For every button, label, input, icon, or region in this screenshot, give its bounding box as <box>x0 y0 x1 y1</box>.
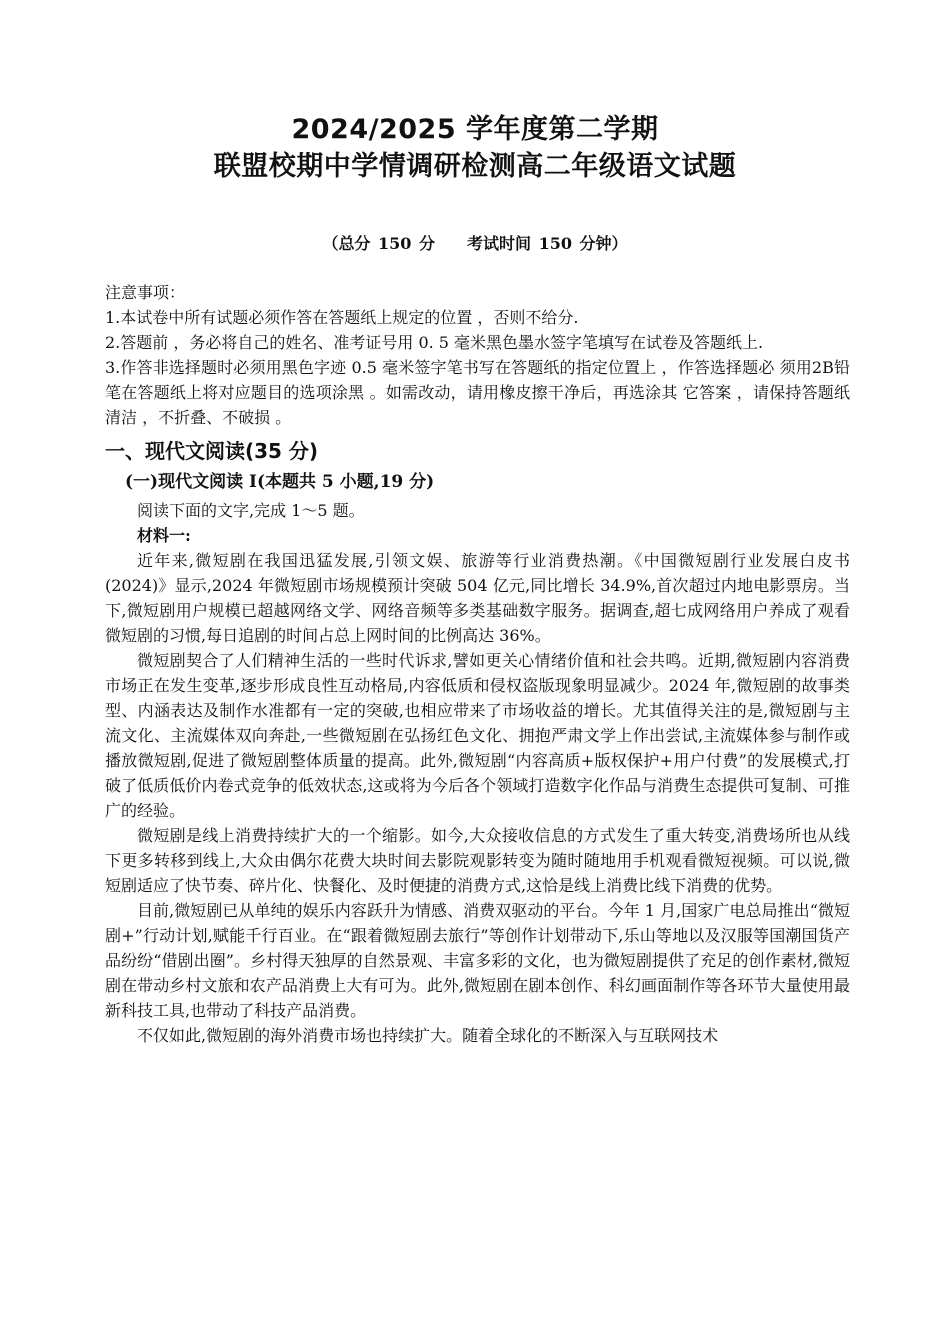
notice-item: 1.本试卷中所有试题必须作答在答题纸上规定的位置 ，否则不给分. <box>105 308 579 327</box>
exam-body <box>105 280 850 1048</box>
passage-paragraph: 近年来,微短剧在我国迅猛发展,引领文娱、旅游等行业消费热潮。《中国微短剧行业发展白皮书(2024)》显示,2024 年微短剧市场规模预计突破 504 亿元,同比增长 34.9%,首次超过内地电影票房。当下,微短剧用户规模已超越网络文学、网络音频等多类基础数字服务。据调查,超七成网络用户养成了观看微短剧的习惯,每日追剧的时间占总上网时间的比例高达 36%。 <box>105 551 850 645</box>
notice-item: 3.作答非选择题时必须用黑色字迹 0.5 毫米签字笔书写在答题纸的指定位置上 ，作答选择题必 须用2B铅笔在答题纸上将对应题目的选项涂黑 。如需改动，请用橡皮擦干净后，再选涂其 它答案 ，请保持答题纸清洁 ，不折叠、不破损 。 <box>105 358 850 427</box>
exam-title-line1: 2024/2025 学年度第二学期 <box>291 114 659 145</box>
passage-paragraph: 微短剧是线上消费持续扩大的一个缩影。如今,大众接收信息的方式发生了重大转变,消费场所也从线下更多转移到线上,大众由偶尔花费大块时间去影院观影转变为随时随地用手机观看微短视频。可以说,微短剧适应了快节奏、碎片化、快餐化、及时便捷的消费方式,这恰是线上消费比线下消费的优势。 <box>105 826 850 895</box>
passage-paragraph: 目前,微短剧已从单纯的娱乐内容跃升为情感、消费双驱动的平台。今年 1 月,国家广电总局推出“微短剧+”行动计划,赋能千行百业。在“跟着微短剧去旅行”等创作计划带动下,乐山等地以及汉服等国潮国货产品纷纷“借剧出圈”。乡村得天独厚的自然景观、丰富多彩的文化，也为微短剧提供了充足的创作素材,微短剧在带动乡村文旅和农产品消费上大有可为。此外,微短剧在剧本创作、科幻画面制作等各环节大量使用最新科技工具,也带动了科技产品消费。 <box>105 901 850 1020</box>
exam-title-line2: 联盟校期中学情调研检测高二年级语文试题 <box>213 151 737 182</box>
notice-heading: 注意事项： <box>105 283 186 302</box>
material-label: 材料一: <box>137 526 191 545</box>
exam-time: 考试时间 150 分钟） <box>467 234 628 253</box>
section-title: 一、现代文阅读(35 分) <box>105 439 319 463</box>
notice-item: 2.答题前 ，务必将自己的姓名、准考证号用 0. 5 毫米黑色墨水签字笔填写在试卷及答题纸上. <box>105 333 764 352</box>
passage-paragraph: 不仅如此,微短剧的海外消费市场也持续扩大。随着全球化的不断深入与互联网技术 <box>137 1026 719 1045</box>
total-score: （总分 150 分 <box>322 234 435 253</box>
exam-info <box>0 231 950 254</box>
passage-paragraph: 微短剧契合了人们精神生活的一些时代诉求,譬如更关心情绪价值和社会共鸣。近期,微短剧内容消费市场正在发生变革,逐步形成良性互动格局,内容低质和侵权盗版现象明显减少。2024 年,微短剧的故事类型、内涵表达及制作水准都有一定的突破,也相应带来了市场收益的增长。尤其值得关注的是,微短剧与主流文化、主流媒体双向奔赴,一些微短剧在弘扬红色文化、拥抱严肃文学上作出尝试,主流媒体参与制作或播放微短剧,促进了微短剧整体质量的提高。此外,微短剧“内容高质+版权保护+用户付费”的发展模式,打破了低质低价内卷式竞争的低效状态,这或将为今后各个领域打造数字化作品与消费生态提供可复制、可推广的经验。 <box>105 651 850 820</box>
reading-instruction: 阅读下面的文字,完成 1～5 题。 <box>137 501 365 520</box>
subsection-title: (一)现代文阅读 I(本题共 5 小题,19 分) <box>125 472 435 492</box>
